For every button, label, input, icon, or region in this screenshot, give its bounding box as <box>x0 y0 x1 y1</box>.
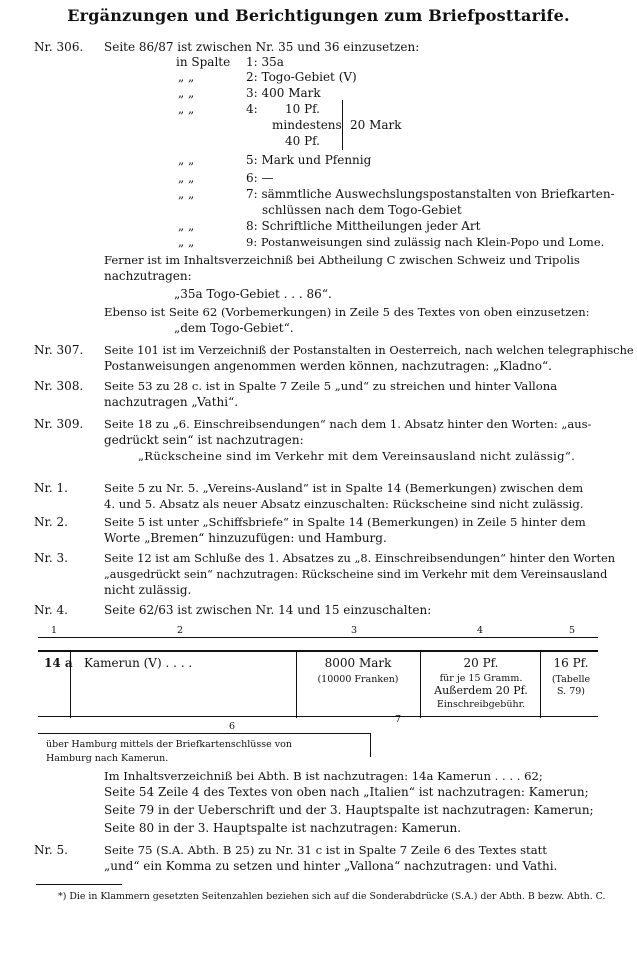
table-cell: 8000 Mark <box>324 656 392 670</box>
brace-line <box>342 100 343 150</box>
table-cell: Einschreibgebühr. <box>436 699 526 710</box>
ditto-mark: „ „ <box>178 171 195 185</box>
column-entry: 8: Schriftliche Mittheilungen jeder Art <box>246 219 481 233</box>
entry-text: „35a Togo-Gebiet . . . 86“. <box>174 287 332 301</box>
entry-text: nicht zulässig. <box>104 583 192 597</box>
column-entry: 40 Pf. <box>285 134 320 148</box>
entry-text: „und“ ein Komma zu setzen und hinter „Vallona“ nachzutragen: und Vathi. <box>104 859 558 873</box>
table-cell: 16 Pf. <box>553 656 589 670</box>
entry-text: Seite 5 ist unter „Schiffsbriefe“ in Spalte 14 (Bemerkungen) in Zeile 5 hinter dem <box>104 515 586 529</box>
column-label: in Spalte <box>176 55 231 69</box>
entry-number: Nr. 1. <box>34 481 68 495</box>
column-entry: mindestens <box>272 118 342 132</box>
entry-text: 4. und 5. Absatz als neuer Absatz einzuschalten: Rückscheine sind nicht zulässig. <box>104 497 584 511</box>
entry-number: Nr. 3. <box>34 551 68 565</box>
column-header: 2 <box>176 625 184 636</box>
entry-text: Seite 54 Zeile 4 des Textes von oben nach „Italien“ ist nachzutragen: Kamerun; <box>104 785 589 799</box>
entry-number: Nr. 306. <box>34 40 84 54</box>
entry-text: nachzutragen: <box>104 269 192 283</box>
column-entry: 4: <box>246 102 258 116</box>
table-cell: für je 15 Gramm. <box>439 673 523 684</box>
table-cell: (Tabelle <box>551 674 591 685</box>
entry-text: Ebenso ist Seite 62 (Vorbemerkungen) in Zeile 5 des Textes von oben einzusetzen: <box>104 305 590 319</box>
column-entry: 20 Mark <box>350 118 402 132</box>
table-cell: 14 a <box>44 656 73 670</box>
entry-text: Seite 101 ist im Verzeichniß der Postanstalten in Oesterreich, nach welchen telegraphische <box>104 343 634 357</box>
column-entry: 7: sämmtliche Auswechslungspostanstalten von Briefkarten- <box>246 187 615 201</box>
ditto-mark: „ „ <box>178 70 195 84</box>
entry-text: Im Inhaltsverzeichniß bei Abth. B ist nachzutragen: 14a Kamerun . . . . 62; <box>104 769 543 783</box>
table-rule-double <box>38 650 598 652</box>
footnote-rule <box>36 884 122 885</box>
entry-text: Worte „Bremen“ hinzuzufügen: und Hamburg. <box>104 531 387 545</box>
ditto-mark: „ „ <box>178 219 195 233</box>
column-header: 7 <box>394 714 402 725</box>
column-header: 6 <box>228 721 236 732</box>
entry-text: „Rückscheine sind im Verkehr mit dem Vereinsausland nicht zulässig“. <box>138 449 576 463</box>
entry-text: gedrückt sein“ ist nachzutragen: <box>104 433 304 447</box>
entry-text: „dem Togo-Gebiet“. <box>174 321 294 335</box>
column-entry: 3: 400 Mark <box>246 86 321 100</box>
ditto-mark: „ „ <box>178 235 195 249</box>
column-divider <box>540 652 541 718</box>
footnote: *) Die in Klammern gesetzten Seitenzahlen beziehen sich auf die Sonderabdrücke (S.A.) der Abth. B bezw. Abth. C. <box>58 891 606 902</box>
entry-number: Nr. 308. <box>34 379 84 393</box>
column-entry: 1: 35a <box>246 55 284 69</box>
entry-text: Seite 80 in der 3. Hauptspalte ist nachzutragen: Kamerun. <box>104 821 462 835</box>
entry-number: Nr. 2. <box>34 515 68 529</box>
entry-text: Seite 5 zu Nr. 5. „Vereins-Ausland“ ist in Spalte 14 (Bemerkungen) zwischen dem <box>104 481 584 495</box>
table-cell: 20 Pf. <box>463 656 499 670</box>
table-cell: S. 79) <box>556 686 585 697</box>
ditto-mark: „ „ <box>178 102 195 116</box>
table-rule <box>38 716 598 717</box>
column-entry: 9: Postanweisungen sind zulässig nach Klein-Popo und Lome. <box>246 235 605 249</box>
entry-number: Nr. 4. <box>34 603 68 617</box>
column-entry: 5: Mark und Pfennig <box>246 153 372 167</box>
entry-text: „ausgedrückt sein“ nachzutragen: Rückscheine sind im Verkehr mit dem Vereinsausland <box>104 568 608 581</box>
column-entry: 10 Pf. <box>285 102 320 116</box>
entry-number: Nr. 5. <box>34 843 68 857</box>
column-entry: schlüssen nach dem Togo-Gebiet <box>262 203 462 217</box>
column-divider <box>370 733 371 757</box>
ditto-mark: „ „ <box>178 86 195 100</box>
ditto-mark: „ „ <box>178 187 195 201</box>
table-cell: über Hamburg mittels der Briefkartenschlüsse von <box>46 739 292 750</box>
entry-number: Nr. 309. <box>34 417 84 431</box>
table-rule <box>38 733 370 734</box>
entry-text: nachzutragen „Vathi“. <box>104 395 239 409</box>
table-cell: (10000 Franken) <box>317 674 399 685</box>
column-header: 3 <box>350 625 358 636</box>
entry-text: Seite 53 zu 28 c. ist in Spalte 7 Zeile 5 „und“ zu streichen und hinter Vallona <box>104 379 558 393</box>
column-entry: 6: — <box>246 171 274 185</box>
entry-text: Ferner ist im Inhaltsverzeichniß bei Abtheilung C zwischen Schweiz und Tripolis <box>104 253 580 267</box>
table-cell: Hamburg nach Kamerun. <box>46 753 169 764</box>
entry-text: Seite 79 in der Ueberschrift und der 3. Hauptspalte ist nachzutragen: Kamerun; <box>104 803 594 817</box>
entry-text: Seite 18 zu „6. Einschreibsendungen“ nach dem 1. Absatz hinter den Worten: „aus- <box>104 417 592 431</box>
entry-text: Seite 12 ist am Schluße des 1. Absatzes zu „8. Einschreibsendungen“ hinter den Worten <box>104 551 616 565</box>
ditto-mark: „ „ <box>178 153 195 167</box>
column-header: 4 <box>476 625 484 636</box>
table-cell: Außerdem 20 Pf. <box>434 684 528 697</box>
table-rule-top <box>38 637 598 638</box>
column-divider <box>420 652 421 718</box>
page-title: Ergänzungen und Berichtigungen zum Briefposttarife. <box>67 6 570 25</box>
entry-text: Seite 62/63 ist zwischen Nr. 14 und 15 einzuschalten: <box>104 603 432 617</box>
entry-text: Postanweisungen angenommen werden können, nachzutragen: „Kladno“. <box>104 359 552 373</box>
table-cell: Kamerun (V) . . . . <box>84 656 193 670</box>
column-entry: 2: Togo-Gebiet (V) <box>246 70 357 84</box>
column-header: 5 <box>568 625 576 636</box>
entry-number: Nr. 307. <box>34 343 84 357</box>
column-header: 1 <box>50 625 58 636</box>
column-divider <box>296 652 297 718</box>
entry-text: Seite 86/87 ist zwischen Nr. 35 und 36 einzusetzen: <box>104 40 420 54</box>
entry-text: Seite 75 (S.A. Abth. B 25) zu Nr. 31 c ist in Spalte 7 Zeile 6 des Textes statt <box>104 843 547 857</box>
